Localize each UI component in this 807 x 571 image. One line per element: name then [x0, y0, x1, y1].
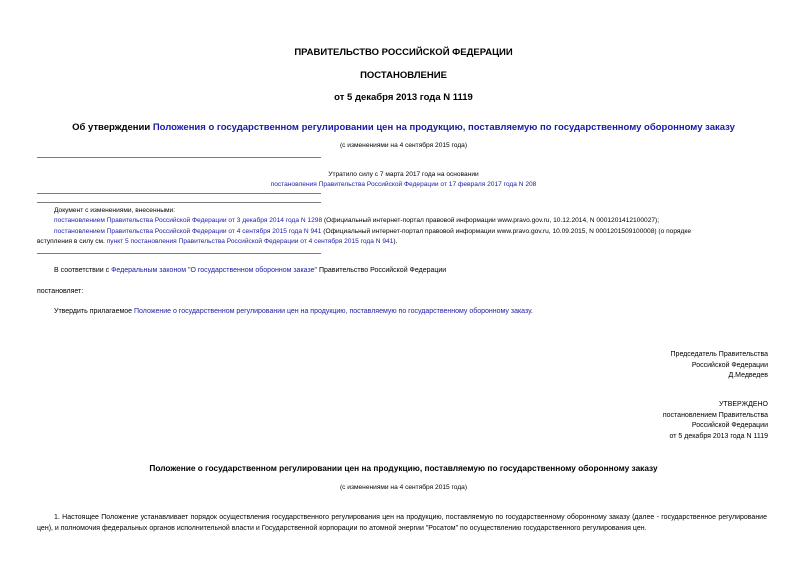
document-type-heading: ПОСТАНОВЛЕНИЕ: [360, 70, 447, 81]
document-date-number: от 5 декабря 2013 года N 1119: [334, 92, 473, 103]
approved-line-2: постановлением Правительства: [662, 411, 768, 419]
body-p3-suffix: .: [530, 308, 533, 315]
approved-line-1: УТВЕРЖДЕНО: [718, 401, 768, 408]
changes-item-2-link[interactable]: постановлением Правительства Российской Федерации от 4 сентября 2015 года N 941: [54, 228, 322, 235]
body-p3-prefix: Утвердить прилагаемое: [54, 308, 135, 315]
changes-item-2-text: (Официальный интернет-портал правовой информации www.pravo.gov.ru, 10.09.2015, N 0001201509100008) (о порядке: [321, 228, 691, 235]
body-paragraph-1: [54, 266, 446, 276]
regulation-link[interactable]: Положение о государственном регулировании цен на продукцию, поставляемую по государственному оборонному заказу: [134, 308, 531, 315]
body-p1-suffix: Правительство Российской Федерации: [317, 267, 447, 274]
government-heading: ПРАВИТЕЛЬСТВО РОССИЙСКОЙ ФЕДЕРАЦИИ: [294, 47, 513, 58]
changes-item-2: [54, 227, 691, 237]
expired-basis-link[interactable]: постановления Правительства Российской Федерации от 17 февраля 2017 года N 208: [270, 181, 537, 188]
federal-law-link[interactable]: Федеральным законом "О государственном оборонном заказе": [111, 267, 317, 274]
divider-line: [37, 202, 321, 203]
changes-item-2-cont-link[interactable]: пункт 5 постановления Правительства Российской Федерации от 4 сентября 2015 года N 941: [106, 238, 394, 245]
expired-note-line: Утратило силу с 7 марта 2017 года на основании: [328, 171, 479, 178]
body-paragraph-3: [54, 307, 533, 317]
changes-intro: Документ с изменениями, внесенными:: [54, 207, 176, 214]
document-title: [0, 122, 807, 133]
changes-item-1: [54, 216, 659, 226]
document-title-prefix: Об утверждении: [72, 122, 153, 133]
body-p1-prefix: В соответствии с: [54, 267, 112, 274]
approved-line-4: от 5 декабря 2013 года N 1119: [669, 432, 768, 440]
section-paragraph-1: 1. Настоящее Положение устанавливает порядок осуществления государственного регулирования цен на продукцию, поставляемую по государственному оборонному заказу (далее - государственное регулирование цен), и полномочия федеральных органов исполнительной власти и Государственной корпорации по атомной энергии "Росатом" по осуществлению государственного регулирования цен.: [37, 514, 767, 532]
body-paragraph-2: постановляет:: [37, 288, 84, 295]
changes-item-1-text: (Официальный интернет-портал правовой информации www.pravo.gov.ru, 10.12.2014, N 0001201412100027);: [322, 217, 660, 224]
divider-line: [37, 253, 321, 254]
changes-item-2-continuation: [37, 237, 397, 247]
changes-item-2-cont-end: ).: [393, 238, 398, 245]
document-title-link[interactable]: Положения о государственном регулировании цен на продукцию, поставляемую по государственному оборонному заказу: [152, 122, 735, 133]
signature-line-2: Российской Федерации: [691, 361, 768, 369]
amendment-note: (с изменениями на 4 сентября 2015 года): [339, 142, 468, 149]
signature-line-3: Д.Медведев: [728, 372, 768, 379]
divider-line: [37, 157, 321, 158]
signature-block: [671, 350, 768, 382]
changes-item-1-link[interactable]: постановлением Правительства Российской Федерации от 3 декабря 2014 года N 1298: [54, 217, 323, 224]
approved-block: [663, 400, 768, 442]
section-amendment-note: (с изменениями на 4 сентября 2015 года): [339, 484, 468, 491]
changes-item-2-cont-text: вступления в силу см.: [37, 238, 107, 245]
signature-line-1: Председатель Правительства: [670, 351, 768, 358]
divider-line: [37, 193, 321, 194]
expired-note-link-row: [0, 180, 807, 190]
section-title: Положение о государственном регулировании цен на продукцию, поставляемую по государственному оборонному заказу: [149, 463, 658, 473]
approved-line-3: Российской Федерации: [691, 422, 768, 429]
